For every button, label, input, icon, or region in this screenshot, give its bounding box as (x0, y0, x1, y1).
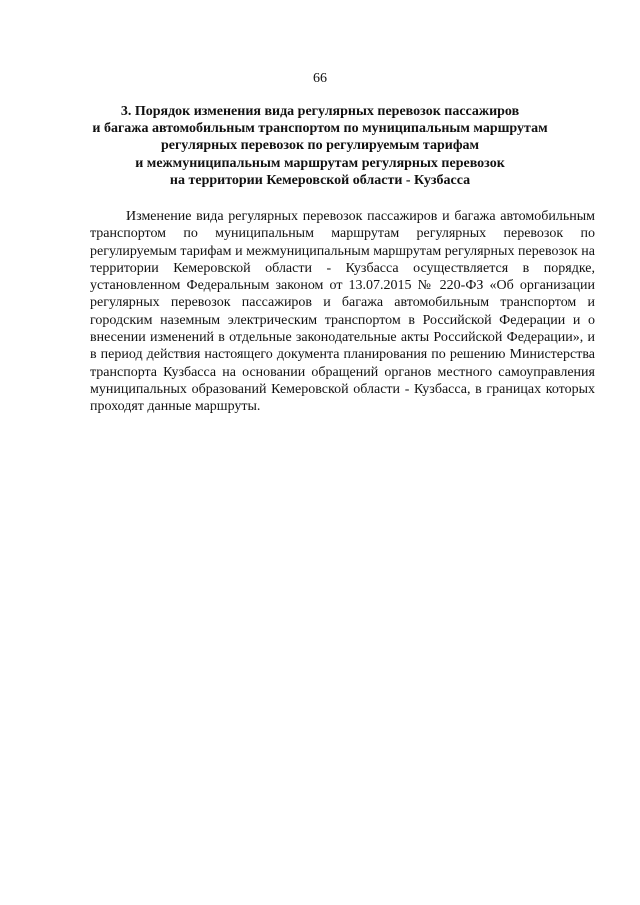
section-title-line: регулярных перевозок по регулируемым тарифам (160, 138, 480, 154)
section-title-line: 3. Порядок изменения вида регулярных перевозок пассажиров (120, 104, 520, 119)
section-title-line: и межмуниципальным маршрутам регулярных перевозок (135, 155, 505, 171)
section-title (80, 103, 560, 189)
section-title-line: и багажа автомобильным транспортом по муниципальным маршрутам (92, 121, 548, 137)
section-title-line: на территории Кемеровской области - Кузбасса (169, 172, 471, 188)
page-number: 66 (313, 71, 327, 86)
body-paragraph: Изменение вида регулярных перевозок пассажиров и багажа автомобильным транспортом по муниципальным маршрутам регулярных перевозок по регулируемым тарифам и межмуниципальным маршрутам регулярных перевозок на территории Кемеровской области - Кузбасса осуществляется в порядке, установленном Федеральным законом от 13.07.2015 № 220-ФЗ «Об организации регулярных перевозок пассажиров и багажа автомобильным транспортом и городским наземным электрическим транспортом в Российской Федерации и о внесении изменений в отдельные законодательные акты Российской Федерации», и в период действия настоящего документа планирования по решению Министерства транспорта Кузбасса на основании обращений органов местного самоуправления муниципальных образований Кемеровской области - Кузбасса, в границах которых проходят данные маршруты. (90, 209, 595, 415)
